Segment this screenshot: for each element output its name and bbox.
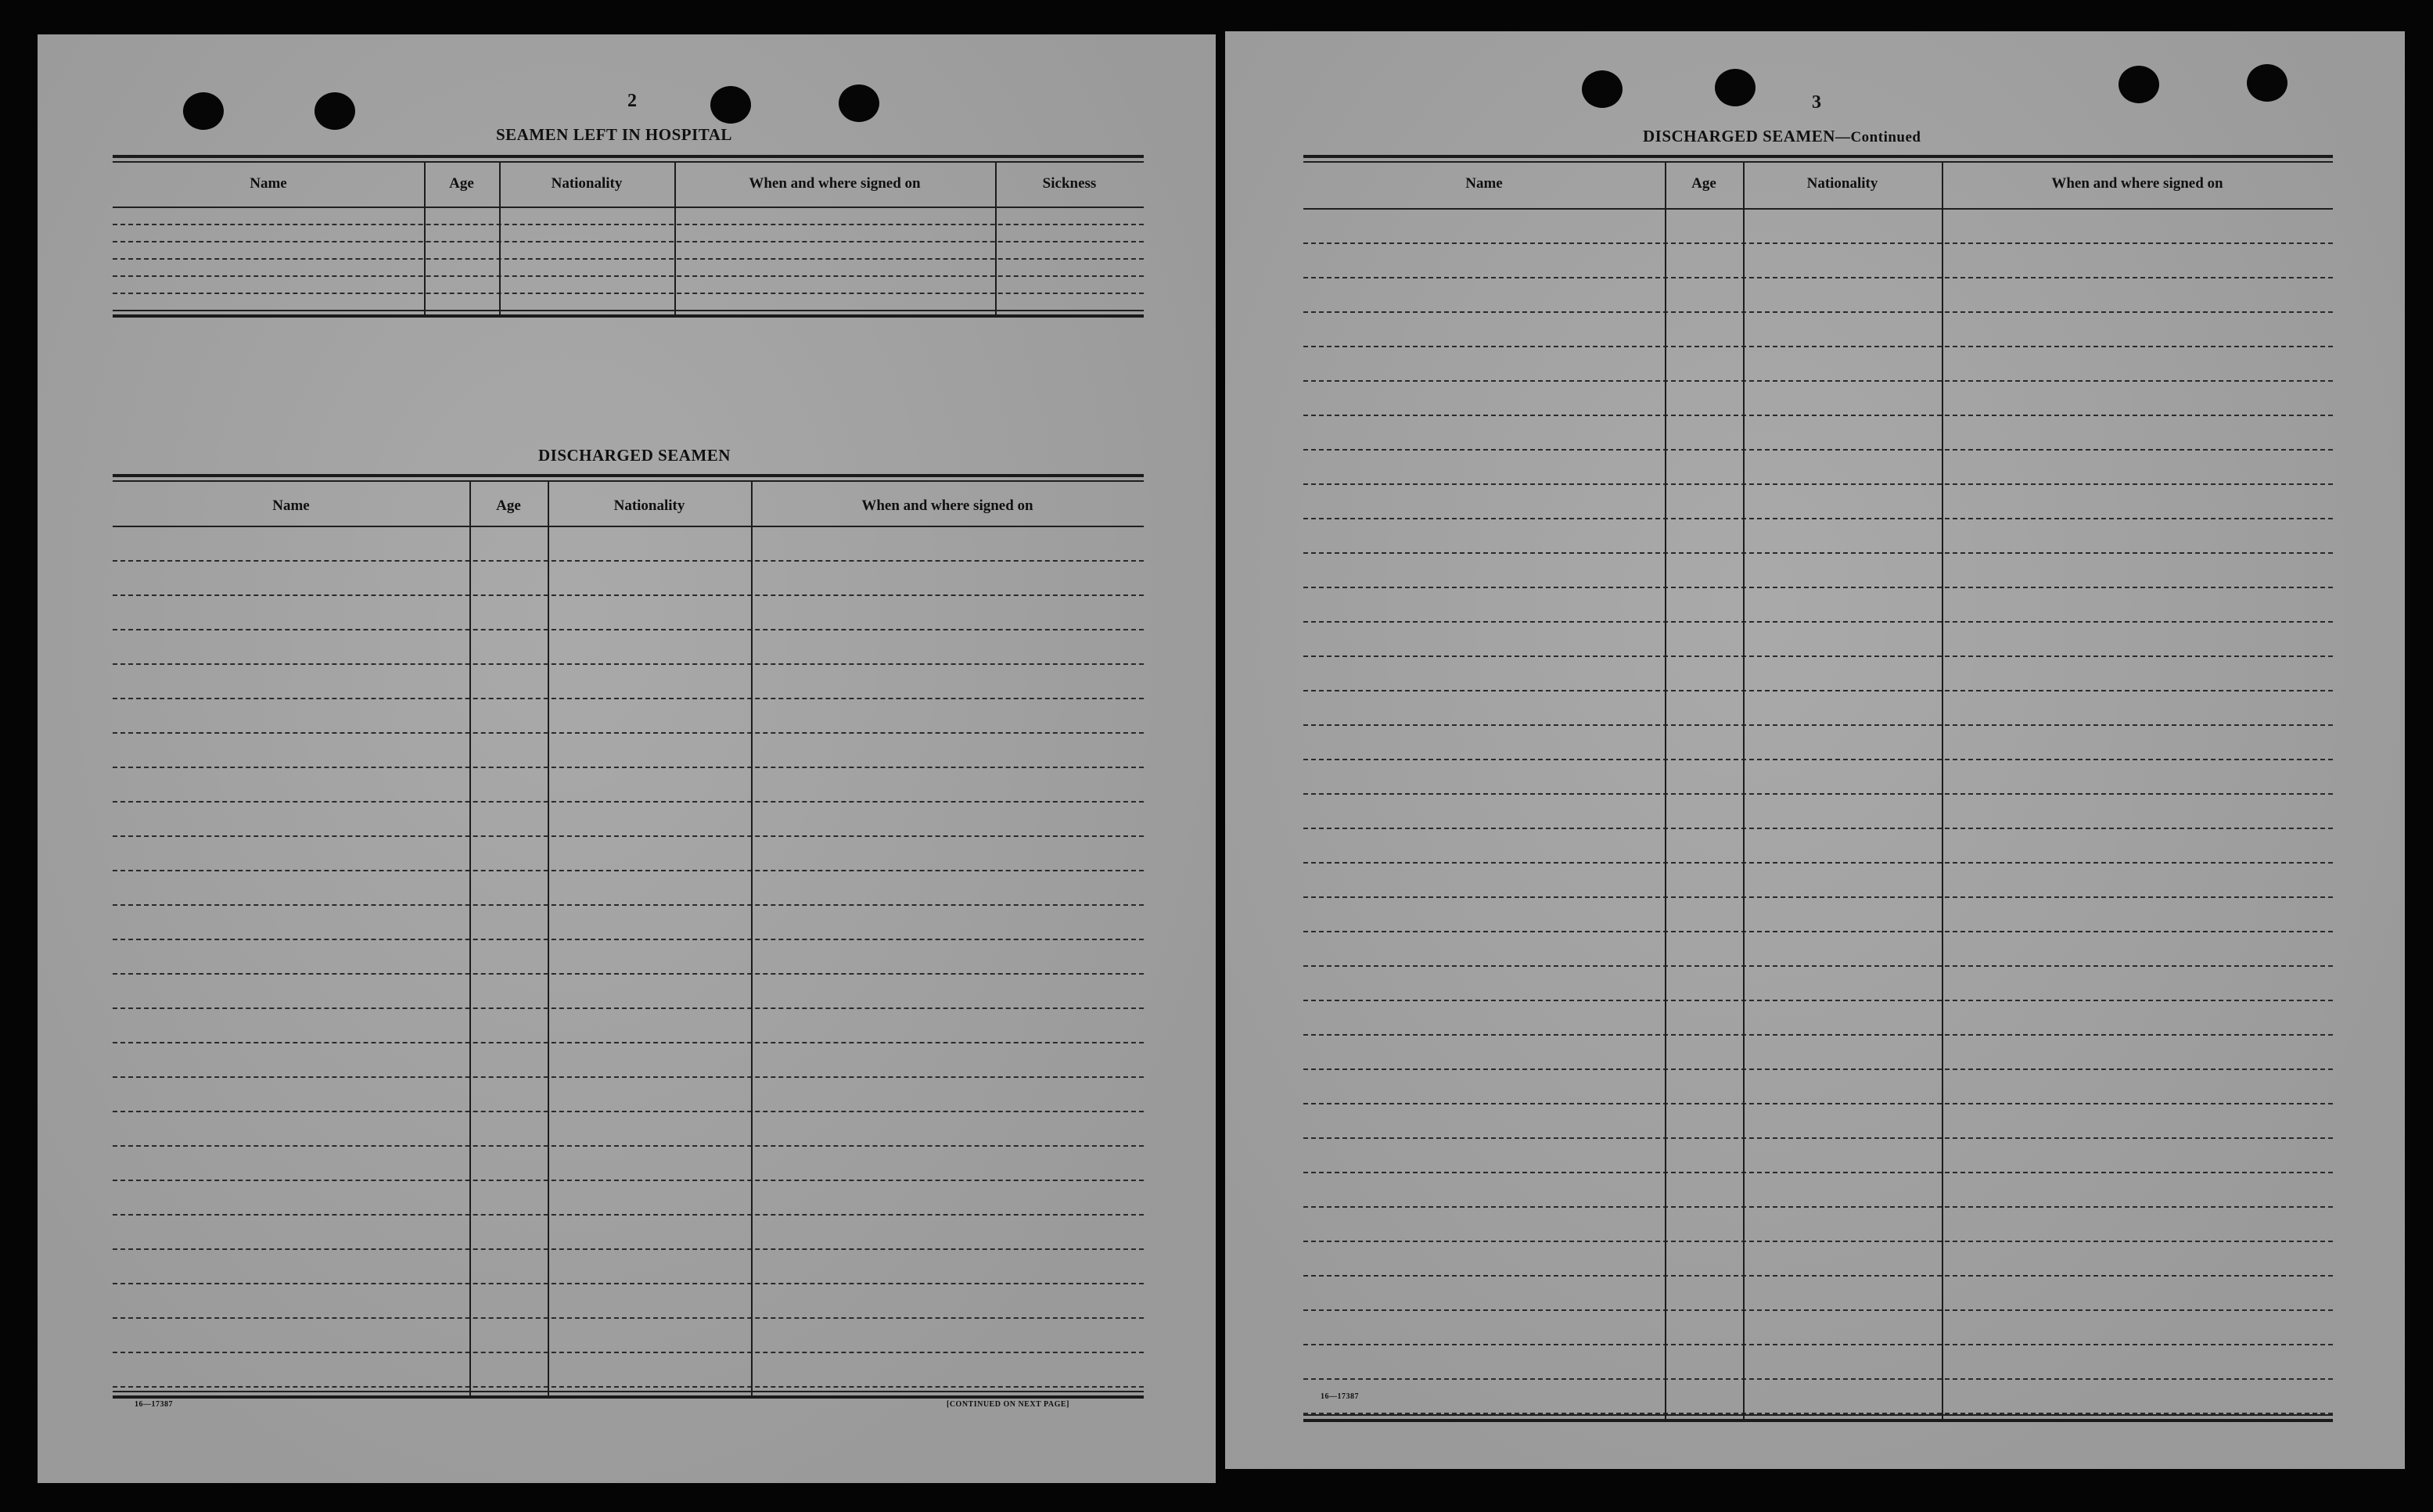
- row-rule: [1303, 1172, 2333, 1173]
- column-header: When and where signed on: [749, 175, 921, 192]
- form-number: 16—17387: [1321, 1392, 1359, 1401]
- right-page: [1225, 31, 2405, 1469]
- column-divider: [674, 163, 676, 314]
- punch-hole: [710, 86, 751, 124]
- row-rule: [113, 1180, 1144, 1181]
- row-rule: [1303, 931, 2333, 932]
- row-rule: [1303, 449, 2333, 451]
- continued-note: [CONTINUED ON NEXT PAGE]: [947, 1400, 1069, 1409]
- column-header: Name: [1465, 175, 1503, 192]
- column-header: Nationality: [551, 175, 623, 192]
- row-rule: [113, 293, 1144, 294]
- row-rule: [113, 1317, 1144, 1319]
- row-rule: [1303, 277, 2333, 278]
- row-rule: [113, 1007, 1144, 1009]
- column-header: Age: [496, 497, 521, 514]
- column-header: Sickness: [1042, 175, 1097, 192]
- row-rule: [113, 224, 1144, 225]
- row-rule: [113, 275, 1144, 277]
- punch-hole: [183, 92, 224, 130]
- column-divider: [751, 482, 753, 1395]
- column-divider: [469, 482, 471, 1395]
- row-rule: [1303, 1068, 2333, 1070]
- row-rule: [1303, 655, 2333, 657]
- row-rule: [113, 1352, 1144, 1353]
- row-rule: [1303, 1241, 2333, 1242]
- bottom-rule: [113, 314, 1144, 318]
- punch-hole: [314, 92, 355, 130]
- top-rule: [113, 474, 1144, 477]
- hospital-section-title: SEAMEN LEFT IN HOSPITAL: [496, 125, 732, 144]
- row-rule: [1303, 1275, 2333, 1277]
- row-rule: [1303, 965, 2333, 967]
- row-rule: [1303, 311, 2333, 313]
- row-rule: [1303, 587, 2333, 588]
- row-rule: [1303, 380, 2333, 382]
- row-rule: [1303, 862, 2333, 864]
- row-rule: [1303, 346, 2333, 347]
- page-number: 3: [1812, 92, 1821, 113]
- row-rule: [113, 663, 1144, 665]
- punch-hole: [839, 84, 879, 122]
- column-header: Name: [250, 175, 287, 192]
- row-rule: [113, 560, 1144, 562]
- form-number: 16—17387: [135, 1400, 173, 1409]
- top-rule: [113, 155, 1144, 158]
- column-header: Nationality: [1806, 175, 1878, 192]
- left-page: [38, 34, 1216, 1483]
- row-rule: [1303, 242, 2333, 244]
- header-rule: [1303, 208, 2333, 210]
- column-divider: [1942, 163, 1943, 1419]
- row-rule: [1303, 828, 2333, 829]
- row-rule: [113, 1111, 1144, 1112]
- column-header: Nationality: [613, 497, 685, 514]
- top-rule: [113, 480, 1144, 482]
- row-rule: [113, 629, 1144, 630]
- bottom-rule: [113, 1395, 1144, 1399]
- row-rule: [1303, 1137, 2333, 1139]
- row-rule: [1303, 759, 2333, 760]
- row-rule: [1303, 896, 2333, 898]
- row-rule: [113, 1386, 1144, 1388]
- row-rule: [113, 1076, 1144, 1078]
- row-rule: [1303, 724, 2333, 726]
- row-rule: [113, 1042, 1144, 1043]
- row-rule: [1303, 621, 2333, 623]
- row-rule: [113, 732, 1144, 734]
- row-rule: [1303, 793, 2333, 795]
- row-rule: [113, 698, 1144, 699]
- column-divider: [499, 163, 501, 314]
- top-rule: [113, 161, 1144, 163]
- column-divider: [1665, 163, 1666, 1419]
- row-rule: [1303, 552, 2333, 554]
- bottom-rule: [113, 310, 1144, 311]
- row-rule: [1303, 1344, 2333, 1345]
- row-rule: [113, 241, 1144, 242]
- row-rule: [113, 939, 1144, 940]
- punch-hole: [2119, 66, 2159, 103]
- row-rule: [1303, 415, 2333, 416]
- row-rule: [113, 767, 1144, 768]
- row-rule: [113, 973, 1144, 975]
- column-divider: [995, 163, 997, 314]
- header-rule: [113, 526, 1144, 527]
- page-number: 2: [627, 91, 637, 111]
- row-rule: [113, 1145, 1144, 1147]
- row-rule: [113, 258, 1144, 260]
- bottom-rule: [1303, 1414, 2333, 1416]
- column-header: Name: [272, 497, 310, 514]
- row-rule: [1303, 518, 2333, 519]
- column-header: When and where signed on: [2051, 175, 2223, 192]
- row-rule: [113, 594, 1144, 596]
- column-header: When and where signed on: [861, 497, 1033, 514]
- row-rule: [113, 1248, 1144, 1250]
- punch-hole: [1582, 70, 1623, 108]
- bottom-rule: [113, 1391, 1144, 1392]
- top-rule: [1303, 161, 2333, 163]
- punch-hole: [2247, 64, 2287, 102]
- row-rule: [113, 801, 1144, 803]
- column-divider: [424, 163, 426, 314]
- punch-hole: [1715, 69, 1756, 106]
- discharged-section-title: DISCHARGED SEAMEN: [538, 446, 731, 465]
- column-header: Age: [1691, 175, 1716, 192]
- row-rule: [1303, 690, 2333, 691]
- header-rule: [113, 207, 1144, 208]
- row-rule: [1303, 1034, 2333, 1036]
- column-header: Age: [449, 175, 474, 192]
- row-rule: [1303, 1309, 2333, 1311]
- row-rule: [113, 904, 1144, 906]
- row-rule: [1303, 483, 2333, 485]
- row-rule: [1303, 1378, 2333, 1380]
- row-rule: [113, 835, 1144, 837]
- row-rule: [113, 870, 1144, 871]
- top-rule: [1303, 155, 2333, 158]
- row-rule: [1303, 1000, 2333, 1001]
- row-rule: [113, 1283, 1144, 1284]
- row-rule: [1303, 1103, 2333, 1104]
- bottom-rule: [1303, 1419, 2333, 1422]
- column-divider: [1743, 163, 1745, 1419]
- row-rule: [113, 1214, 1144, 1216]
- row-rule: [1303, 1206, 2333, 1208]
- column-divider: [548, 482, 549, 1395]
- discharged-continued-title: DISCHARGED SEAMEN—Continued: [1643, 127, 1921, 145]
